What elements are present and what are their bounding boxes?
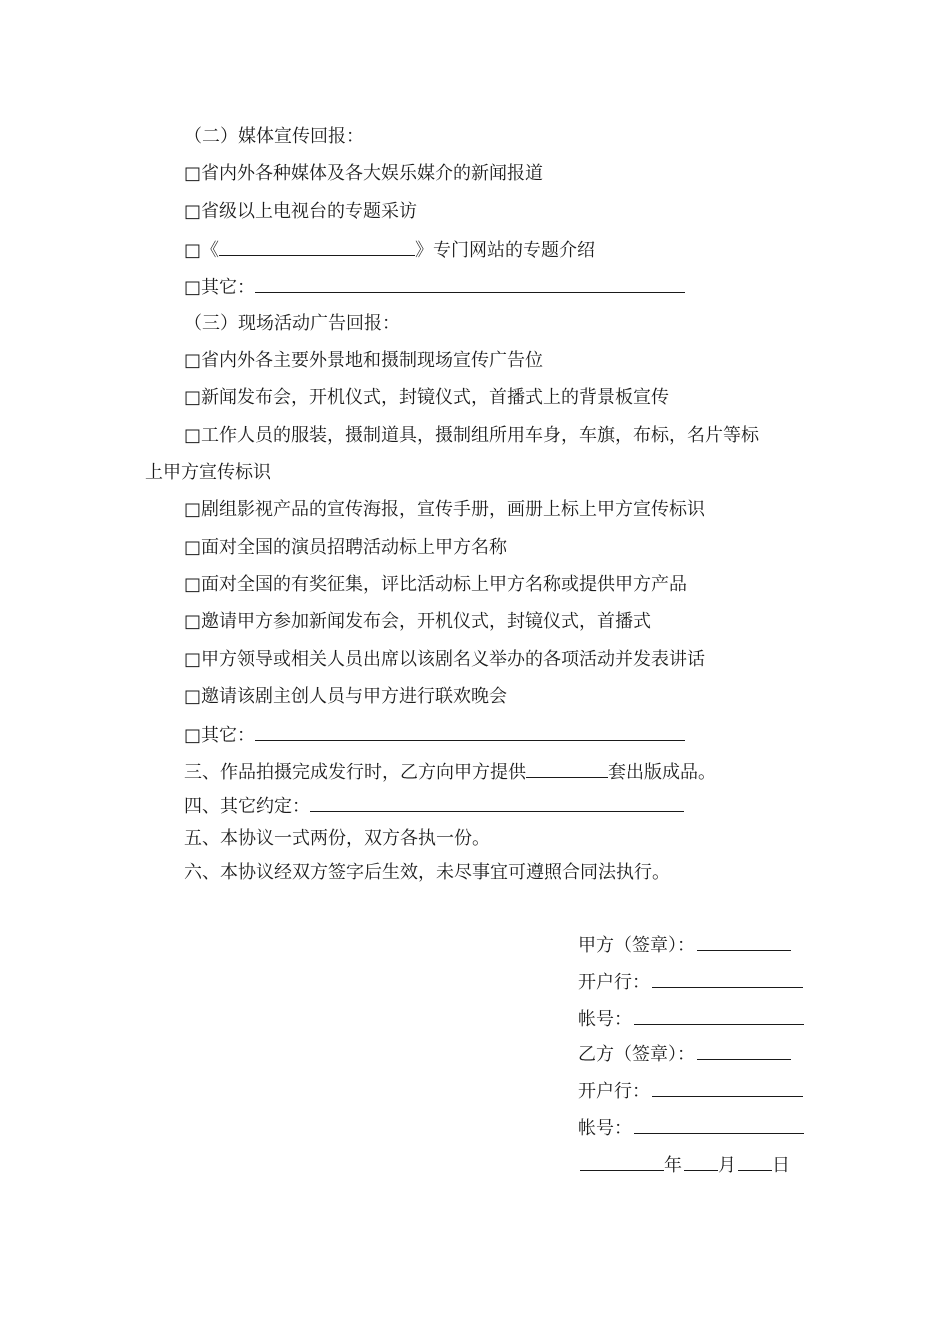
media-heading: （二）媒体宣传回报： [184, 126, 364, 147]
onsite-item-other [184, 722, 685, 748]
account-b-label: 帐号： [578, 1118, 632, 1139]
website-prefix: □《 [184, 240, 220, 261]
year-label: 年 [664, 1155, 682, 1176]
onsite-item-casting: □面对全国的演员招聘活动标上甲方名称 [184, 537, 508, 558]
party-b-bank [578, 1078, 803, 1104]
party-a-signature [578, 932, 791, 958]
onsite-item-backdrop: □新闻发布会，开机仪式，封镜仪式，首播式上的背景板宣传 [184, 387, 670, 408]
party-a-account [578, 1006, 804, 1032]
onsite-item-costume-cont: 上甲方宣传标识 [145, 462, 271, 483]
onsite-item-location: □省内外各主要外景地和摄制现场宣传广告位 [184, 350, 544, 371]
party-b-label: 乙方（签章）： [578, 1044, 695, 1065]
bank-a-blank [652, 969, 803, 988]
website-suffix: 》专门网站的专题介绍 [415, 240, 596, 261]
media-item-other [184, 274, 685, 300]
account-a-blank [634, 1006, 804, 1025]
clause-three [184, 759, 716, 785]
month-label: 月 [718, 1155, 736, 1176]
onsite-item-invite: □邀请甲方参加新闻发布会，开机仪式，封镜仪式，首播式 [184, 611, 652, 632]
onsite-item-speech: □甲方领导或相关人员出席以该剧名义举办的各项活动并发表讲话 [184, 649, 706, 670]
other-blank [255, 274, 685, 293]
party-b-blank [697, 1041, 791, 1060]
other-blank [255, 722, 685, 741]
media-item-website [184, 237, 595, 263]
bank-b-blank [652, 1078, 803, 1097]
clause-six: 六、本协议经双方签字后生效，未尽事宜可遵照合同法执行。 [184, 862, 670, 883]
year-blank [580, 1152, 664, 1171]
bank-a-label: 开户行： [578, 972, 650, 993]
clause-five: 五、本协议一式两份，双方各执一份。 [184, 828, 490, 849]
party-a-label: 甲方（签章）： [578, 935, 695, 956]
day-blank [738, 1152, 772, 1171]
onsite-item-party: □邀请该剧主创人员与甲方进行联欢晚会 [184, 686, 508, 707]
other-terms-blank [310, 793, 684, 812]
day-label: 日 [772, 1155, 790, 1176]
month-blank [684, 1152, 718, 1171]
bank-b-label: 开户行： [578, 1081, 650, 1102]
media-item-news: □省内外各种媒体及各大娱乐媒介的新闻报道 [184, 163, 544, 184]
other-label: □其它： [184, 725, 256, 746]
onsite-item-costume: □工作人员的服装，摄制道具，摄制组所用车身，车旗，布标，名片等标 [184, 425, 760, 446]
other-label: □其它： [184, 277, 256, 298]
account-b-blank [634, 1115, 804, 1134]
media-item-tv: □省级以上电视台的专题采访 [184, 201, 418, 222]
clause-four-label: 四、其它约定： [184, 796, 310, 817]
onsite-item-contest: □面对全国的有奖征集，评比活动标上甲方名称或提供甲方产品 [184, 574, 688, 595]
onsite-item-poster: □剧组影视产品的宣传海报，宣传手册，画册上标上甲方宣传标识 [184, 499, 706, 520]
clause-three-prefix: 三、作品拍摄完成发行时，乙方向甲方提供 [184, 762, 526, 783]
party-b-account [578, 1115, 804, 1141]
clause-four [184, 793, 684, 819]
account-a-label: 帐号： [578, 1009, 632, 1030]
website-name-blank [219, 237, 415, 256]
date-line [578, 1152, 790, 1178]
onsite-heading: （三）现场活动广告回报： [184, 313, 400, 334]
party-b-signature [578, 1041, 791, 1067]
clause-three-suffix: 套出版成品。 [608, 762, 716, 783]
party-a-bank [578, 969, 803, 995]
party-a-blank [697, 932, 791, 951]
copies-blank [526, 759, 608, 778]
